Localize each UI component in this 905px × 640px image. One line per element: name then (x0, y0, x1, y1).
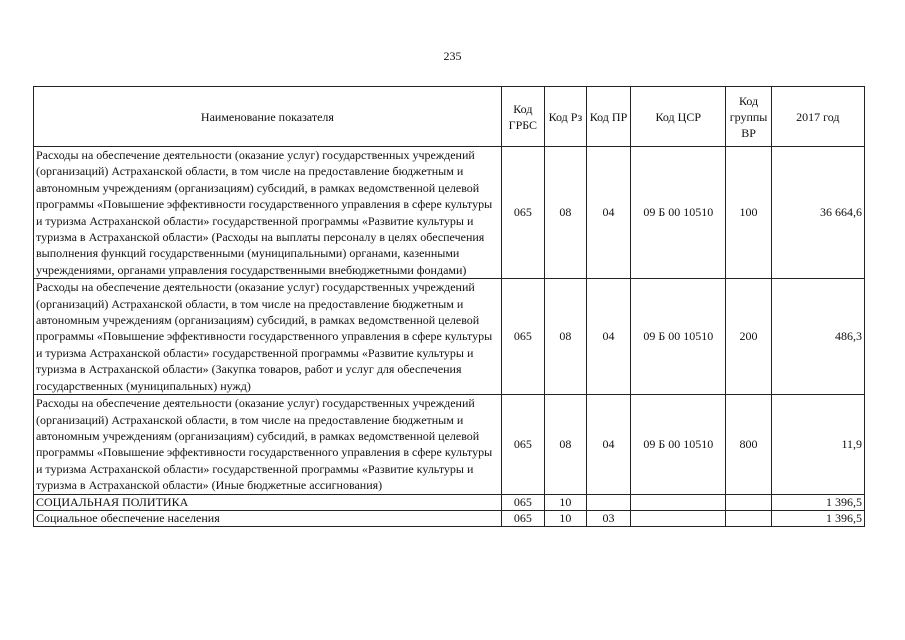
row-rz: 08 (544, 279, 586, 395)
table-row (34, 510, 865, 526)
row-csr: 09 Б 00 10510 (631, 147, 726, 279)
budget-table (33, 86, 865, 527)
table-row (34, 279, 865, 395)
row-csr (631, 510, 726, 526)
row-grbs: 065 (501, 510, 544, 526)
row-pr (586, 494, 630, 510)
header-vr: Код группы ВР (726, 87, 771, 147)
row-pr: 04 (586, 395, 630, 494)
row-grbs: 065 (501, 395, 544, 494)
row-pr: 04 (586, 279, 630, 395)
row-vr (726, 510, 771, 526)
table-row (34, 494, 865, 510)
row-rz: 08 (544, 395, 586, 494)
header-pr: Код ПР (586, 87, 630, 147)
table-row (34, 147, 865, 279)
row-rz: 08 (544, 147, 586, 279)
row-vr: 100 (726, 147, 771, 279)
row-pr: 04 (586, 147, 630, 279)
row-amount: 36 664,6 (771, 147, 864, 279)
row-vr: 800 (726, 395, 771, 494)
row-rz: 10 (544, 510, 586, 526)
row-name: Расходы на обеспечение деятельности (оказание услуг) государственных учреждений (организаций) Астраханской области, в том числе на предоставление бюджетным и автономным учреждениям (организациям) субсидий, в рамках ведомственной целевой программы «Повышение эффективности государственного управления в сфере культуры и туризма Астраханской области» государственной программы «Развитие культуры и туризма в Астраханской области» (Закупка товаров, работ и услуг для обеспечения государственных (муниципальных) нужд) (34, 279, 502, 395)
row-vr (726, 494, 771, 510)
row-amount: 1 396,5 (771, 510, 864, 526)
page-number: 235 (443, 49, 462, 63)
header-grbs: Код ГРБС (501, 87, 544, 147)
row-grbs: 065 (501, 279, 544, 395)
row-csr (631, 494, 726, 510)
row-amount: 486,3 (771, 279, 864, 395)
row-csr: 09 Б 00 10510 (631, 395, 726, 494)
row-name: Расходы на обеспечение деятельности (оказание услуг) государственных учреждений (организаций) Астраханской области, в том числе на предоставление бюджетным и автономным учреждениям (организациям) субсидий, в рамках ведомственной целевой программы «Повышение эффективности государственного управления в сфере культуры и туризма Астраханской области» государственной программы «Развитие культуры и туризма в Астраханской области» (Иные бюджетные ассигнования) (34, 395, 502, 494)
header-year: 2017 год (771, 87, 864, 147)
row-amount: 11,9 (771, 395, 864, 494)
row-amount: 1 396,5 (771, 494, 864, 510)
header-name: Наименование показателя (34, 87, 502, 147)
row-vr: 200 (726, 279, 771, 395)
row-grbs: 065 (501, 147, 544, 279)
row-rz: 10 (544, 494, 586, 510)
row-pr: 03 (586, 510, 630, 526)
row-name: Расходы на обеспечение деятельности (оказание услуг) государственных учреждений (организаций) Астраханской области, в том числе на предоставление бюджетным и автономным учреждениям (организациям) субсидий, в рамках ведомственной целевой программы «Повышение эффективности государственного управления в сфере культуры и туризма Астраханской области» государственной программы «Развитие культуры и туризма в Астраханской области» (Расходы на выплаты персоналу в целях обеспечения выполнения функций государственными (муниципальными) органами, казенными учреждениями, органами управления государственными внебюджетными фондами) (34, 147, 502, 279)
header-csr: Код ЦСР (631, 87, 726, 147)
header-rz: Код Рз (544, 87, 586, 147)
row-csr: 09 Б 00 10510 (631, 279, 726, 395)
header-row (34, 87, 865, 147)
row-grbs: 065 (501, 494, 544, 510)
table-row (34, 395, 865, 494)
row-name: Социальное обеспечение населения (34, 510, 502, 526)
row-name: СОЦИАЛЬНАЯ ПОЛИТИКА (34, 494, 502, 510)
